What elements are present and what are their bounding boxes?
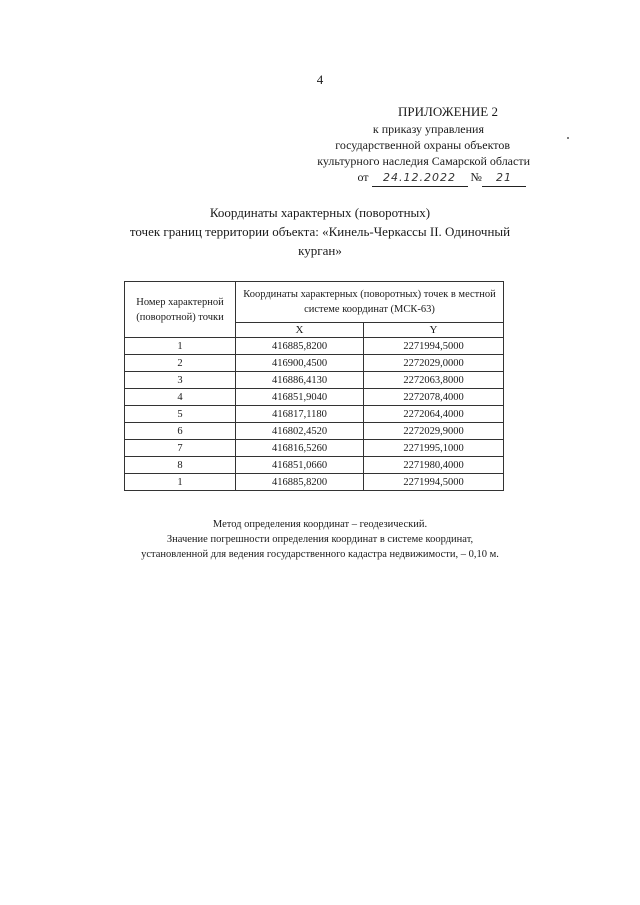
cell-y: 2272029,0000 <box>364 355 504 372</box>
table-row <box>125 372 504 389</box>
appendix-date-line <box>230 169 530 187</box>
cell-x: 416817,1180 <box>236 406 364 423</box>
document-title-line-1: Координаты характерных (поворотных) <box>209 205 431 220</box>
appendix-title: ПРИЛОЖЕНИЕ 2 <box>398 104 498 119</box>
coordinates-table <box>124 281 504 491</box>
cell-point-number: 7 <box>125 440 236 457</box>
cell-point-number: 1 <box>125 474 236 491</box>
cell-point-number: 8 <box>125 457 236 474</box>
table-row <box>125 406 504 423</box>
cell-x: 416885,8200 <box>236 338 364 355</box>
note-method: Метод определения координат – геодезический. <box>212 519 428 530</box>
cell-y: 2271995,1000 <box>364 440 504 457</box>
cell-y: 2272029,9000 <box>364 423 504 440</box>
handwritten-number: 21 <box>482 170 526 187</box>
table-row <box>125 440 504 457</box>
appendix-line-department: государственной охраны объектов <box>335 138 510 152</box>
cell-y: 2271994,5000 <box>364 474 504 491</box>
cell-x: 416802,4520 <box>236 423 364 440</box>
table-row <box>125 423 504 440</box>
cell-y: 2271980,4000 <box>364 457 504 474</box>
table-row <box>125 457 504 474</box>
notes-block <box>60 517 580 562</box>
handwritten-date: 24.12.2022 <box>372 170 468 187</box>
header-point-number: Номер характерной (поворотной) точки <box>125 282 236 338</box>
appendix-block <box>230 104 530 187</box>
cell-point-number: 4 <box>125 389 236 406</box>
cell-x: 416816,5260 <box>236 440 364 457</box>
table-row <box>125 338 504 355</box>
header-x: X <box>236 323 364 338</box>
table-row <box>125 389 504 406</box>
cell-point-number: 5 <box>125 406 236 423</box>
cell-x: 416851,9040 <box>236 389 364 406</box>
header-coordinates: Координаты характерных (поворотных) точек в местной системе координат (МСК-63) <box>236 282 504 323</box>
cell-point-number: 3 <box>125 372 236 389</box>
header-y: Y <box>364 323 504 338</box>
cell-y: 2272063,8000 <box>364 372 504 389</box>
document-title-line-3: курган» <box>298 243 342 258</box>
appendix-line-order: к приказу управления <box>372 122 484 136</box>
cell-y: 2272078,4000 <box>364 389 504 406</box>
page-number: 4 <box>316 72 324 87</box>
table-row <box>125 474 504 491</box>
cell-point-number: 2 <box>125 355 236 372</box>
cell-y: 2272064,4000 <box>364 406 504 423</box>
cell-point-number: 1 <box>125 338 236 355</box>
document-title-line-2: точек границ территории объекта: «Кинель-Черкассы II. Одиночный <box>129 224 511 239</box>
cell-x: 416886,4130 <box>236 372 364 389</box>
note-accuracy-2: установленной для ведения государственного кадастра недвижимости, – 0,10 м. <box>141 549 499 560</box>
note-accuracy-1: Значение погрешности определения координат в системе координат, <box>166 534 474 545</box>
cell-y: 2271994,5000 <box>364 338 504 355</box>
table-row <box>125 355 504 372</box>
number-prefix: № <box>470 170 482 184</box>
cell-x: 416851,0660 <box>236 457 364 474</box>
cell-point-number: 6 <box>125 423 236 440</box>
date-prefix: от <box>357 170 369 184</box>
document-title <box>100 203 540 260</box>
appendix-line-region: культурного наследия Самарской области <box>317 154 530 168</box>
cell-x: 416900,4500 <box>236 355 364 372</box>
scan-speck <box>567 137 569 139</box>
cell-x: 416885,8200 <box>236 474 364 491</box>
